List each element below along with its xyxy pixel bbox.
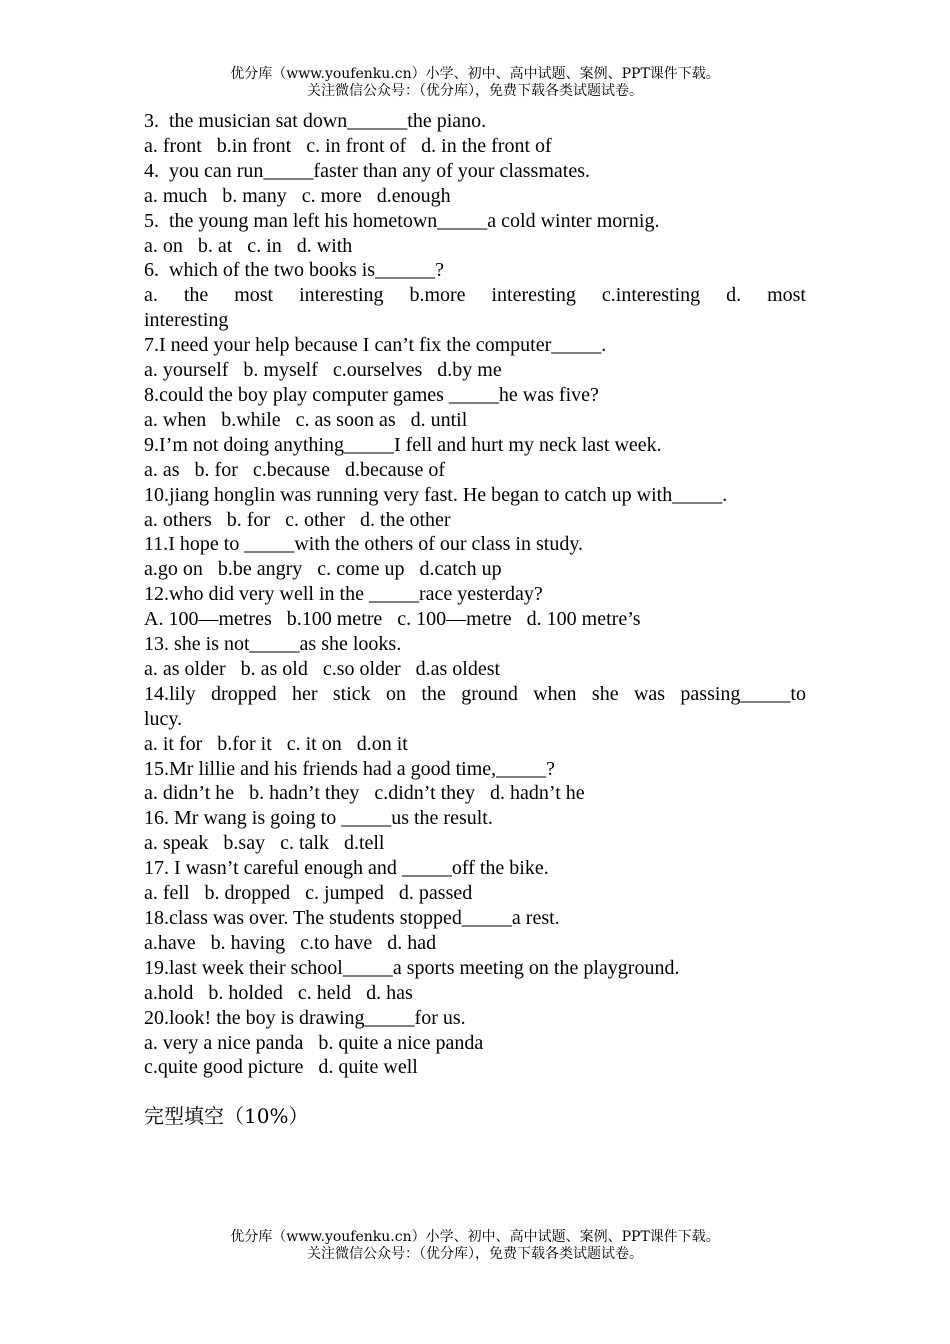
options-19: a.hold b. holded c. held d. has (144, 981, 413, 1004)
question-8: 8.could the boy play computer games _____he was five? (144, 383, 599, 406)
options-8: a. when b.while c. as soon as d. until (144, 408, 468, 431)
options-7: a. yourself b. myself c.ourselves d.by me (144, 359, 502, 382)
options-9: a. as b. for c.because d.because of (144, 458, 445, 481)
options-6-line-2: interesting (144, 309, 229, 332)
options-20-line-1: a. very a nice panda b. quite a nice panda (144, 1031, 484, 1054)
question-6: 6. which of the two books is______? (144, 259, 444, 282)
question-3: 3. the musician sat down______the piano. (144, 110, 487, 132)
question-19: 19.last week their school_____a sports meeting on the playground. (144, 956, 680, 979)
question-4: 4. you can run_____faster than any of your classmates. (144, 159, 590, 182)
question-13: 13. she is not_____as she looks. (144, 633, 402, 656)
question-18: 18.class was over. The students stopped_____a rest. (144, 907, 560, 929)
options-4: a. much b. many c. more d.enough (144, 184, 451, 207)
question-11: 11.I hope to _____with the others of our class in study. (144, 533, 584, 556)
options-17: a. fell b. dropped c. jumped d. passed (144, 882, 473, 905)
options-18: a.have b. having c.to have d. had (144, 931, 437, 954)
header-line-2: 关注微信公众号：（优分库），免费下载各类试题试卷。 (307, 83, 643, 99)
options-14: a. it for b.for it c. it on d.on it (144, 732, 408, 755)
options-11: a.go on b.be angry c. come up d.catch up (144, 558, 502, 581)
options-6-line-1: a. the most interesting b.more interesting c.interesting d. most (144, 284, 806, 307)
question-9: 9.I’m not doing anything_____I fell and hurt my neck last week. (144, 433, 662, 456)
question-list (144, 109, 806, 1129)
question-16: 16. Mr wang is going to _____us the result. (144, 807, 493, 830)
options-13: a. as older b. as old c.so older d.as oldest (144, 657, 501, 680)
page-header (0, 66, 950, 100)
options-10: a. others b. for c. other d. the other (144, 508, 451, 531)
question-15: 15.Mr lillie and his friends had a good time,_____? (144, 757, 556, 780)
section-title: 完型填空（10%） (144, 1104, 309, 1129)
question-7: 7.I need your help because I can’t fix the computer_____. (144, 334, 607, 357)
question-20: 20.look! the boy is drawing_____for us. (144, 1006, 466, 1029)
options-15: a. didn’t he b. hadn’t they c.didn’t they d. hadn’t he (144, 782, 585, 805)
header-line-1: 优分库（www.youfenku.cn）小学、初中、高中试题、案例、PPT课件下载。 (230, 66, 720, 82)
question-14-line-1: 14.lily dropped her stick on the ground when she was passing_____to (144, 682, 806, 705)
footer-line-2: 关注微信公众号：（优分库），免费下载各类试题试卷。 (307, 1246, 643, 1262)
page-footer (0, 1229, 950, 1263)
options-3: a. front b.in front c. in front of d. in the front of (144, 134, 552, 157)
question-5: 5. the young man left his hometown_____a cold winter mornig. (144, 209, 660, 232)
question-12: 12.who did very well in the _____race yesterday? (144, 583, 543, 606)
question-14-line-2: lucy. (144, 707, 183, 730)
options-20-line-2: c.quite good picture d. quite well (144, 1056, 418, 1079)
options-5: a. on b. at c. in d. with (144, 234, 353, 257)
options-12: A. 100—metres b.100 metre c. 100—metre d. 100 metre’s (144, 608, 641, 631)
question-10: 10.jiang honglin was running very fast. He began to catch up with_____. (144, 483, 728, 506)
options-16: a. speak b.say c. talk d.tell (144, 832, 385, 855)
question-17: 17. I wasn’t careful enough and _____off the bike. (144, 857, 549, 880)
footer-line-1: 优分库（www.youfenku.cn）小学、初中、高中试题、案例、PPT课件下载。 (230, 1229, 720, 1245)
